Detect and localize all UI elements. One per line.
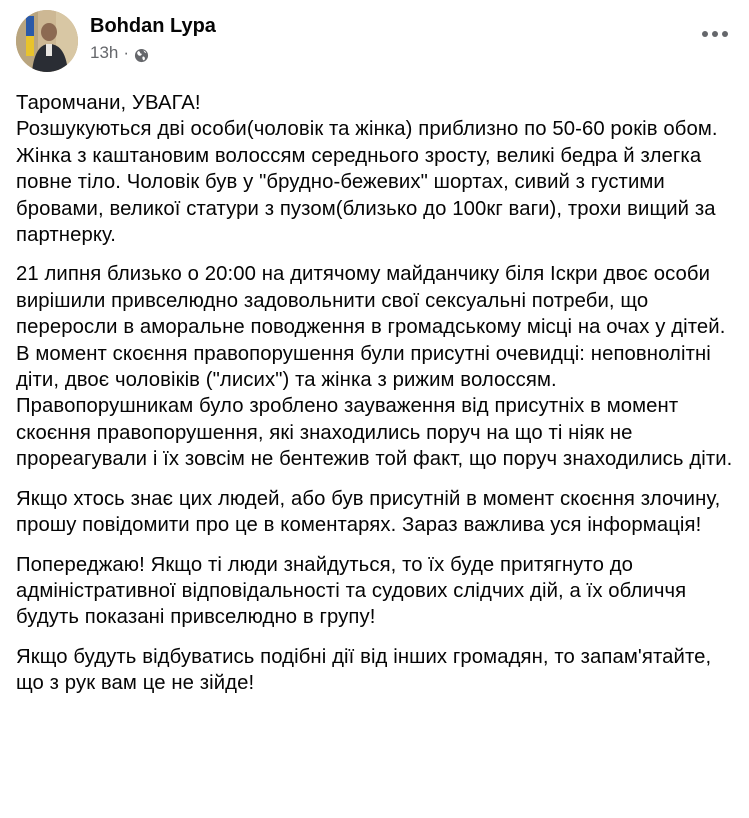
post-header [16,6,733,76]
avatar-image [16,10,78,72]
post-paragraph: Попереджаю! Якщо ті люди знайдуться, то їх буде притягнуто до адміністративної відповідальності та судових слідчих дій, а їх обличчя будуть показані привселюдно в групу! [16,553,687,629]
post-paragraph: Якщо будуть відбуватись подібні дії від інших громадян, то запам'ятайте, що з рук вам це не зійде! [16,645,712,695]
more-dot [702,31,708,37]
more-dot [712,31,718,37]
post-paragraph: Таромчани, УВАГА! Розшукуються дві особи(чоловік та жінка) приблизно по 50-60 років обом. Жінка з каштановим волоссям середнього зросту, великі бедра й злегка повне тіло. Чоловік був у "брудно-бежевих" шортах, сивий з густими бровами, великої статури з пузом(близько до 100кг ваги), трохи вищий за партнерку. [16,92,718,247]
post-paragraph: 21 липня близько о 20:00 на дитячому майданчику біля Іскри двоє особи вирішили привселюдно задовольнити свої сексуальні потреби, що переросли в аморальне поводження в громадському місці на очах у дітей. В момент скоєння правопорушення були присутні очевидці: неповнолітні діти, двоє чоловіків ("лисих") та жінка з рижим волоссям. Правопорушникам було зроблено зауваження від присутніх в момент скоєння правопорушення, які знаходились поруч на що ті ніяк не прореагували і їх зовсім не бентежив той факт, що поруч знаходились діти. [16,263,733,471]
post-meta [90,13,216,65]
post-paragraph: Якщо хтось знає цих людей, або був присутній в момент скоєння злочину, прошу повідомити про це в коментарях. Зараз важлива уся інформація! [16,487,721,537]
more-options-icon[interactable] [697,22,733,46]
globe-icon[interactable] [134,46,149,61]
post-body [16,90,733,697]
author-name[interactable]: Bohdan Lypa [90,15,216,37]
post-subline [90,41,216,65]
author-avatar[interactable] [16,10,78,72]
separator-dot: · [123,43,130,62]
more-dot [722,31,728,37]
post-timestamp[interactable]: 13h [90,43,119,62]
